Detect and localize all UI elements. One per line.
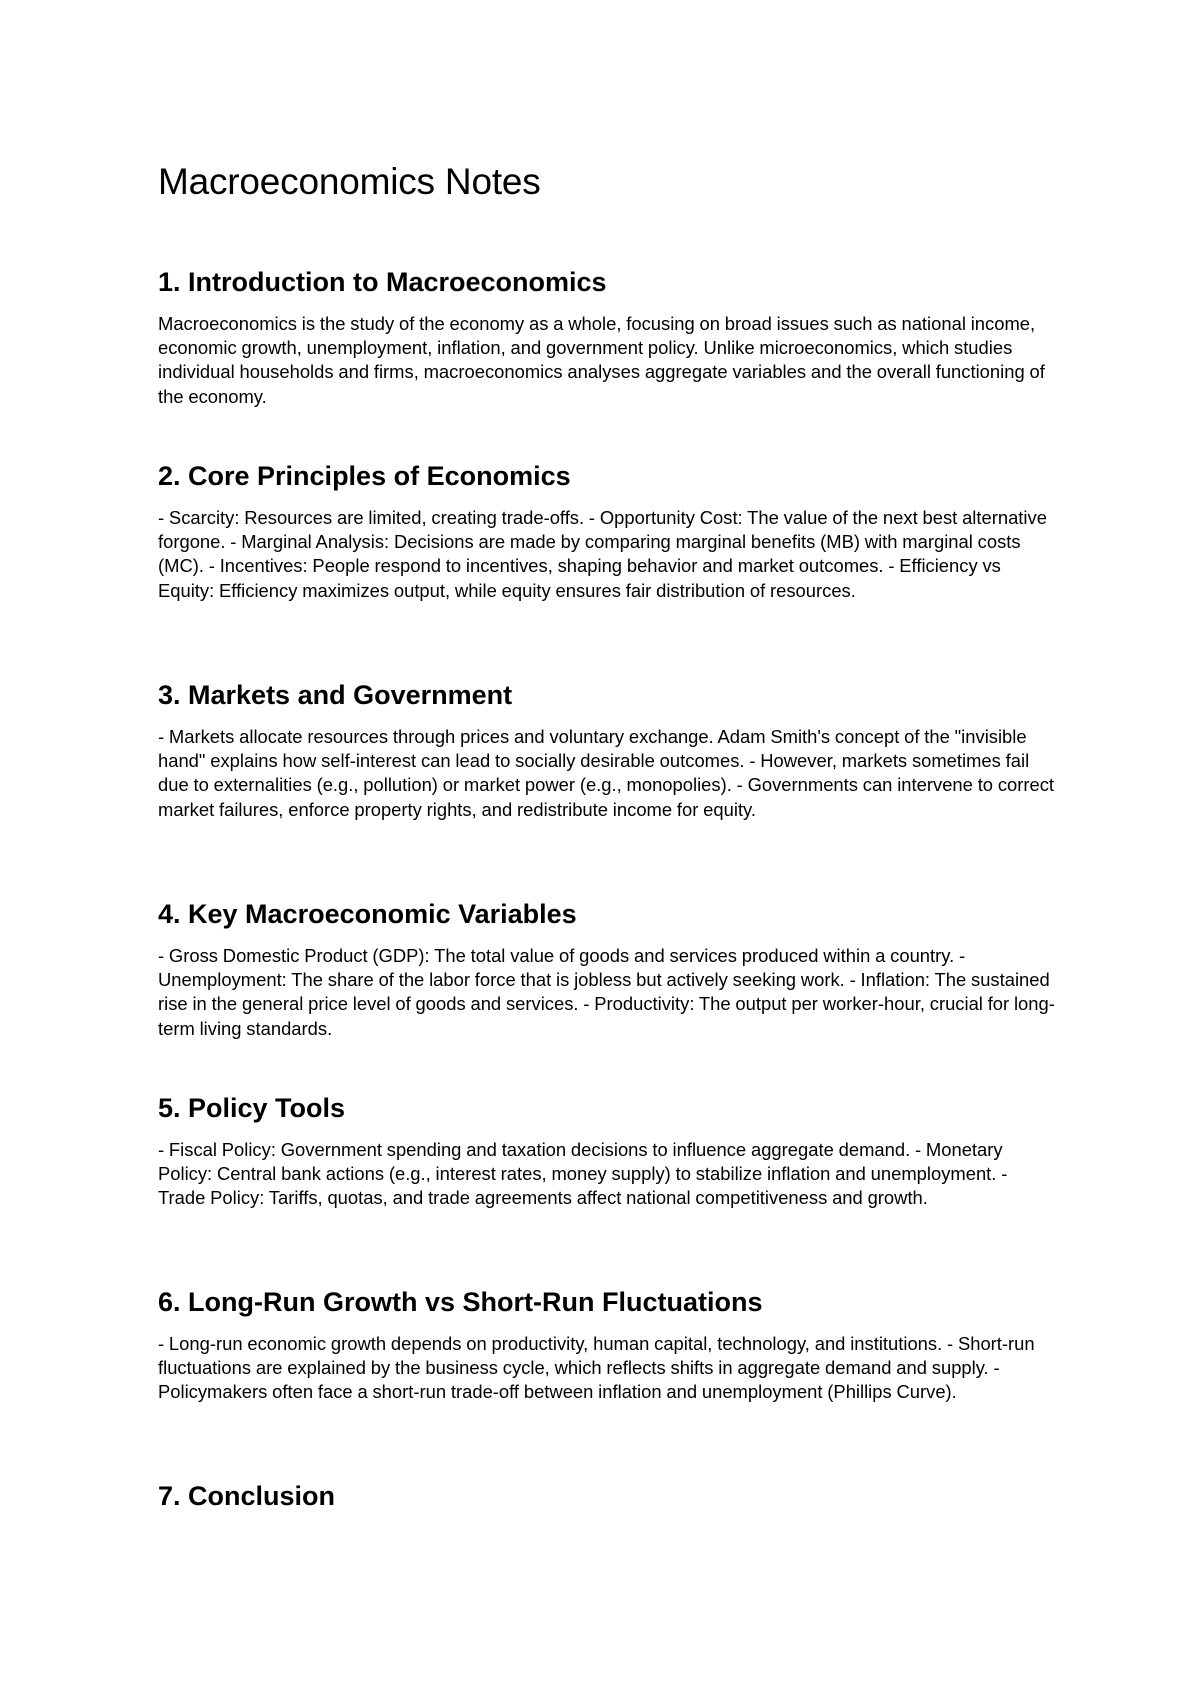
section-introduction bbox=[158, 264, 1058, 409]
section-heading: 2. Core Principles of Economics bbox=[158, 461, 571, 491]
section-heading: 5. Policy Tools bbox=[158, 1093, 346, 1123]
document-page bbox=[158, 158, 1058, 1511]
section-core-principles bbox=[158, 458, 1058, 603]
section-heading: 4. Key Macroeconomic Variables bbox=[158, 899, 577, 929]
section-body: - Gross Domestic Product (GDP): The total value of goods and services produced within a country. - Unemployment: The share of the labor force that is jobless but actively seeking work. - Inflation: The sustained rise in the general price level of goods and services. - Productivity: The output per worker-hour, crucial for long-term living standards. bbox=[158, 945, 1055, 1039]
section-conclusion bbox=[158, 1478, 335, 1526]
section-growth-fluctuations bbox=[158, 1284, 1058, 1405]
section-markets-government bbox=[158, 677, 1058, 822]
section-policy-tools bbox=[158, 1090, 1058, 1211]
section-heading: 7. Conclusion bbox=[158, 1481, 336, 1511]
section-body: Macroeconomics is the study of the economy as a whole, focusing on broad issues such as national income, economic growth, unemployment, inflation, and government policy. Unlike microeconomics, which studies individual households and firms, macroeconomics analyses aggregate variables and the overall functioning of the economy. bbox=[158, 313, 1045, 407]
section-heading: 3. Markets and Government bbox=[158, 680, 513, 710]
section-heading: 1. Introduction to Macroeconomics bbox=[158, 267, 607, 297]
section-body: - Markets allocate resources through prices and voluntary exchange. Adam Smith's concept of the "invisible hand" explains how self-interest can lead to socially desirable outcomes. - However, markets sometimes fail due to externalities (e.g., pollution) or market power (e.g., monopolies). - Governments can intervene to correct market failures, enforce property rights, and redistribute income for equity. bbox=[158, 726, 1055, 820]
section-key-variables bbox=[158, 896, 1058, 1041]
section-body: - Scarcity: Resources are limited, creating trade-offs. - Opportunity Cost: The value of the next best alternative forgone. - Marginal Analysis: Decisions are made by comparing marginal benefits (MB) with marginal costs (MC). - Incentives: People respond to incentives, shaping behavior and market outcomes. - Efficiency vs Equity: Efficiency maximizes output, while equity ensures fair distribution of resources. bbox=[158, 507, 1047, 601]
section-body: - Fiscal Policy: Government spending and taxation decisions to influence aggregate demand. - Monetary Policy: Central bank actions (e.g., interest rates, money supply) to stabilize inflation and unemployment. - Trade Policy: Tariffs, quotas, and trade agreements affect national competitiveness and growth. bbox=[158, 1139, 1008, 1209]
document-title: Macroeconomics Notes bbox=[158, 161, 541, 202]
section-body: - Long-run economic growth depends on productivity, human capital, technology, and institutions. - Short-run fluctuations are explained by the business cycle, which reflects shifts in aggregate demand and supply. - Policymakers often face a short-run trade-off between inflation and unemployment (Phillips Curve). bbox=[158, 1333, 1035, 1403]
section-heading: 6. Long-Run Growth vs Short-Run Fluctuations bbox=[158, 1287, 763, 1317]
